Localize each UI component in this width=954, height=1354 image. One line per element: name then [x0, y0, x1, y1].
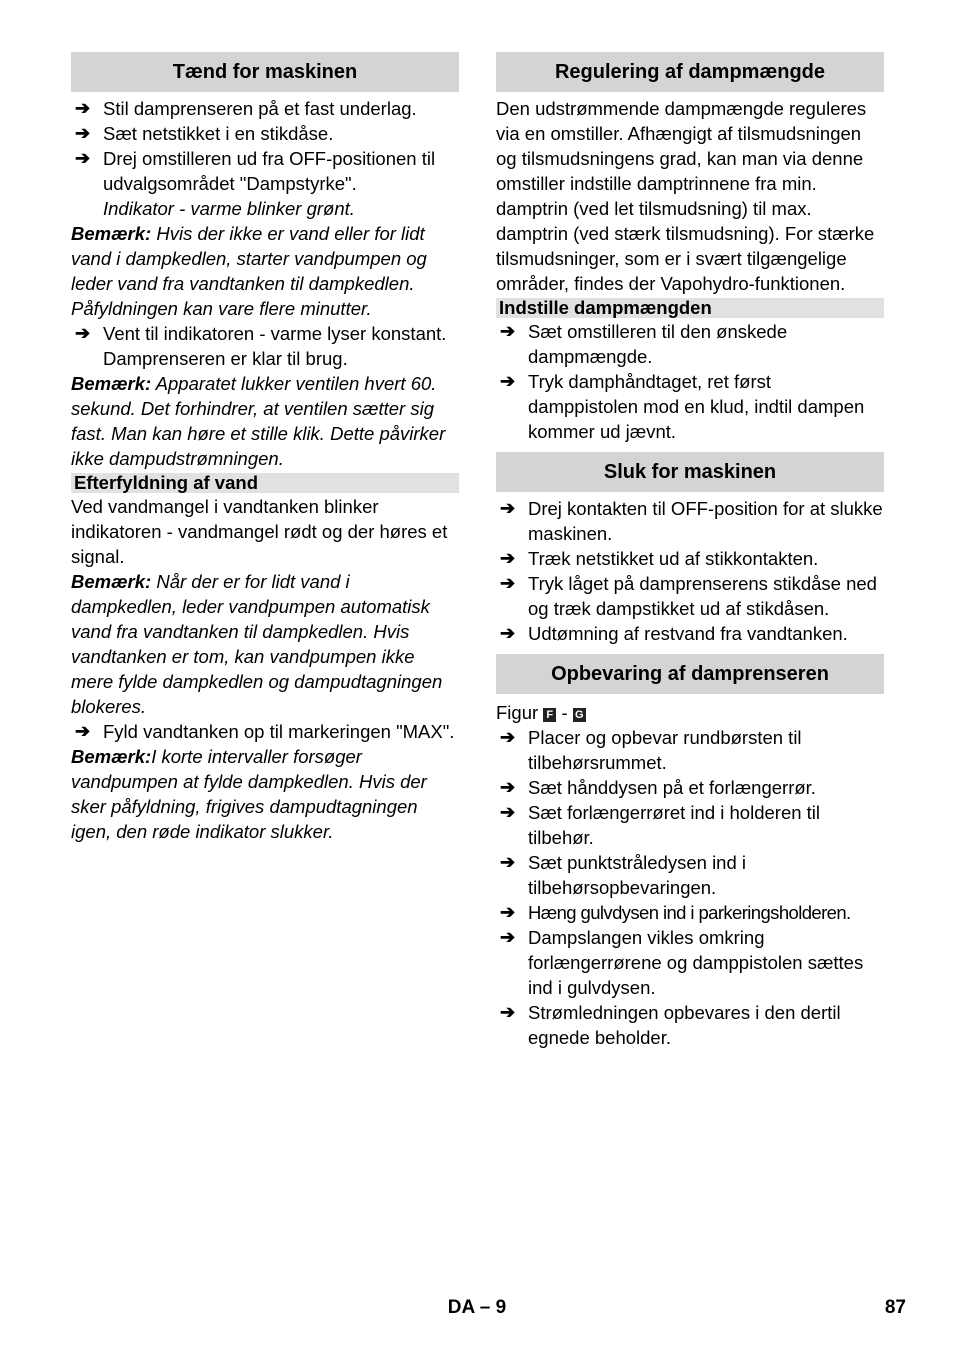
arrow-right-icon: ➔ — [500, 498, 516, 518]
arrow-right-icon: ➔ — [500, 777, 516, 797]
arrow-right-icon: ➔ — [500, 573, 516, 593]
arrow-right-icon: ➔ — [75, 98, 91, 118]
list-item: ➔ Sæt forlængerrøret ind i holderen til tilbehør. — [500, 802, 821, 848]
subsection-title-set-steam: Indstille dampmængden — [496, 298, 884, 318]
arrow-right-icon: ➔ — [500, 623, 516, 643]
left-column — [71, 52, 459, 844]
arrow-right-icon: ➔ — [500, 802, 516, 822]
figure-badge-f: F — [543, 708, 556, 722]
note-paragraph: Bemærk: Hvis der ikke er vand eller for lidt vand i dampkedlen, starter vandpumpen og leder vand fra vandtanken til dampkedlen. Påfyldningen kan vare flere minutter. — [71, 223, 427, 319]
arrow-right-icon: ➔ — [75, 323, 91, 343]
arrow-right-icon: ➔ — [75, 123, 91, 143]
note-label: Bemærk: — [71, 373, 152, 394]
page-number: 87 — [884, 1297, 906, 1318]
note-label: Bemærk: — [71, 223, 152, 244]
list-item: ➔ Sæt omstilleren til den ønskede dampmængde. — [500, 321, 788, 367]
list-item: ➔ Sæt hånddysen på et forlængerrør. — [500, 777, 816, 798]
note-label: Bemærk: — [71, 746, 152, 767]
figure-badge-g: G — [573, 708, 586, 722]
step-result-text: Damprenseren er klar til brug. — [103, 348, 348, 369]
list-item: ➔ Tryk låget på damprenserens stikdåse ned og træk dampstikket ud af stikdåsen. — [500, 573, 877, 619]
arrow-right-icon: ➔ — [500, 727, 516, 747]
arrow-right-icon: ➔ — [500, 1002, 516, 1022]
footer-section-label: DA – 9 — [447, 1297, 507, 1318]
note-paragraph: Bemærk: Apparatet lukker ventilen hvert 60. sekund. Det forhindrer, at ventilen sætter sig fast. Man kan høre et stille klik. Dette påvirker ikke dampudstrømningen. — [71, 373, 446, 469]
section-title-switch-off: Sluk for maskinen — [496, 452, 884, 492]
list-item: ➔ Udtømning af restvand fra vandtanken. — [500, 623, 848, 644]
note-paragraph: Bemærk:I korte intervaller forsøger vandpumpen at fylde dampkedlen. Hvis der sker påfyldning, frigives dampudtagningen igen, den røde indikator slukker. — [71, 746, 427, 842]
list-item: ➔ Sæt netstikket i en stikdåse. — [75, 123, 334, 144]
arrow-right-icon: ➔ — [75, 148, 91, 168]
list-item: ➔ Vent til indikatoren - varme lyser konstant. — [75, 323, 447, 344]
arrow-right-icon: ➔ — [500, 852, 516, 872]
list-item: ➔ Drej kontakten til OFF-position for at slukke maskinen. — [500, 498, 883, 544]
section-title-steam-regulation: Regulering af dampmængde — [496, 52, 884, 92]
list-item: ➔ Strømledningen opbevares i den dertil egnede beholder. — [500, 1002, 841, 1048]
list-item: ➔ Hæng gulvdysen ind i parkeringsholderen. — [500, 902, 851, 923]
list-item: ➔ Tryk damphåndtaget, ret først damppistolen mod en klud, indtil dampen kommer ud jævnt. — [500, 371, 865, 442]
note-paragraph: Bemærk: Når der er for lidt vand i dampkedlen, leder vandpumpen automatisk vand fra vandtanken til dampkedlen. Hvis vandtanken er tom, kan vandpumpen ikke mere fylde dampkedlen og dampudtagningen blokeres. — [71, 571, 443, 717]
list-item: ➔ Dampslangen vikles omkring forlængerrørene og damppistolen sættes ind i gulvdysen. — [500, 927, 864, 998]
step-result-text: Indikator - varme blinker grønt. — [103, 198, 355, 219]
arrow-right-icon: ➔ — [75, 721, 91, 741]
subsection-title-refill-water: Efterfyldning af vand — [71, 473, 459, 493]
list-item: ➔ Drej omstilleren ud fra OFF-positionen til udvalgsområdet "Dampstyrke". — [75, 148, 436, 194]
list-item: ➔ Placer og opbevar rundbørsten til tilbehørsrummet. — [500, 727, 802, 773]
arrow-right-icon: ➔ — [500, 548, 516, 568]
right-column — [496, 52, 884, 1050]
section-title-switch-on: Tænd for maskinen — [71, 52, 459, 92]
body-paragraph: Den udstrømmende dampmængde reguleres via en omstiller. Afhængigt af tilsmudsningen og tilsmudsningens grad, kan man via denne omstiller indstille damptrinnene fra min. damptrin (ved let tilsmudsning) til max. damptrin (ved stærk tilsmudsning). For stærke tilsmudsninger, som er i svært tilgængelige områder, findes der Vapohydro-funktionen. — [496, 98, 875, 294]
figure-reference: Figur F - G — [496, 700, 884, 725]
arrow-right-icon: ➔ — [500, 371, 516, 391]
arrow-right-icon: ➔ — [500, 927, 516, 947]
arrow-right-icon: ➔ — [500, 321, 516, 341]
section-title-storage: Opbevaring af damprenseren — [496, 654, 884, 694]
list-item: ➔ Fyld vandtanken op til markeringen "MAX". — [75, 721, 455, 742]
arrow-right-icon: ➔ — [500, 902, 515, 922]
list-item: ➔ Træk netstikket ud af stikkontakten. — [500, 548, 819, 569]
body-paragraph: Ved vandmangel i vandtanken blinker indikatoren - vandmangel rødt og der høres et signal. — [71, 496, 448, 567]
note-label: Bemærk: — [71, 571, 152, 592]
list-item: ➔ Stil damprenseren på et fast underlag. — [75, 98, 417, 119]
list-item: ➔ Sæt punktstråledysen ind i tilbehørsopbevaringen. — [500, 852, 747, 898]
